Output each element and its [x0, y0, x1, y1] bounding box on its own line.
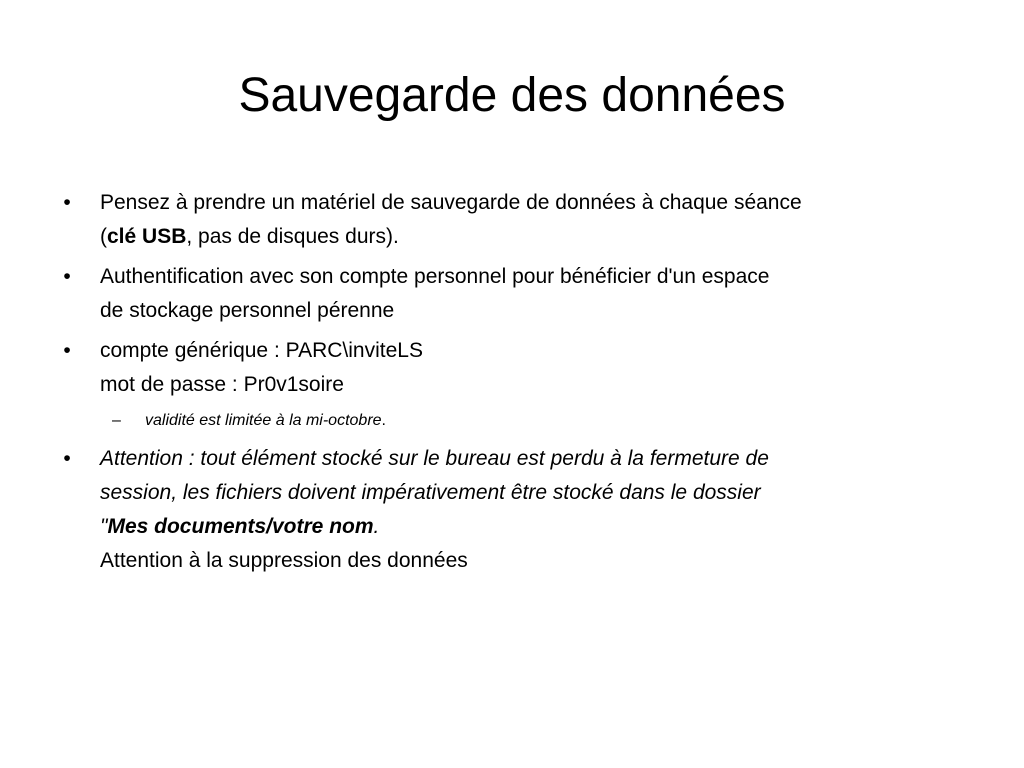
sub-bullet-marker: – — [112, 412, 121, 429]
warning-line: Attention : tout élément stocké sur le bureau est perdu à la fermeture de — [100, 447, 769, 470]
bullet-text-line — [100, 220, 980, 254]
bullet-marker: • — [63, 191, 71, 214]
bullet-item-authentication — [60, 260, 980, 328]
paren-open: ( — [100, 225, 107, 248]
warning-line: session, les fichiers doivent impérativement être stocké dans le dossier — [100, 481, 761, 504]
documents-folder-emphasis: Mes documents/votre nom — [107, 515, 374, 538]
usb-key-emphasis: clé USB — [107, 225, 187, 248]
bullet-text-rest: , pas de disques durs). — [186, 225, 399, 248]
warning-period: . — [373, 515, 380, 538]
account-line: compte générique : PARC\inviteLS — [100, 339, 423, 362]
bullet-item-warning — [60, 442, 980, 578]
deletion-warning-line: Attention à la suppression des données — [100, 549, 468, 572]
validity-text: validité est limitée à la mi-octobre — [145, 412, 382, 429]
validity-period: . — [381, 412, 386, 429]
password-line: mot de passe : Pr0v1soire — [100, 373, 344, 396]
bullet-text-line: Pensez à prendre un matériel de sauvegarde de données à chaque séance — [100, 191, 802, 214]
bullet-marker: • — [63, 265, 71, 288]
slide-content — [60, 186, 980, 584]
warning-line — [100, 510, 980, 544]
bullet-marker: • — [63, 447, 71, 470]
quote-open: " — [100, 515, 108, 538]
bullet-item-usb — [60, 186, 980, 254]
bullet-text-line: Authentification avec son compte personnel pour bénéficier d'un espace — [100, 265, 770, 288]
sub-item-validity — [60, 408, 980, 434]
bullet-text-line: de stockage personnel pérenne — [100, 299, 395, 322]
bullet-item-generic-account — [60, 334, 980, 402]
bullet-marker: • — [63, 339, 71, 362]
slide-title: Sauvegarde des données — [238, 69, 786, 122]
